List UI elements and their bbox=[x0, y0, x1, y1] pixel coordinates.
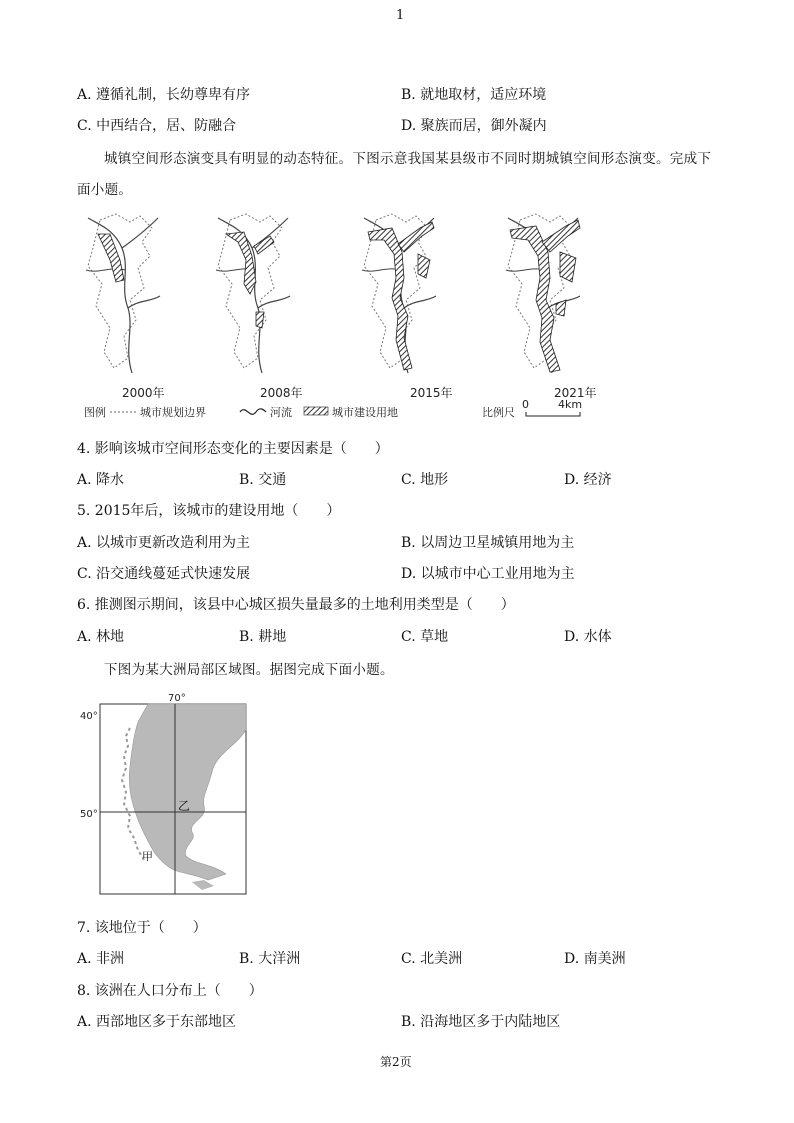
scale-value: 4km bbox=[558, 398, 583, 411]
map-2021 bbox=[506, 214, 580, 373]
q7-option-a: A. 非洲 bbox=[77, 951, 125, 967]
page-top-mark: 1 bbox=[396, 8, 405, 23]
prev-option-b: B. 就地取材，适应环境 bbox=[401, 87, 547, 103]
q5-option-b: B. 以周边卫星城镇用地为主 bbox=[401, 535, 575, 551]
lat-top-label: 40° bbox=[80, 711, 98, 722]
prev-option-a: A. 遵循礼制，长幼尊卑有序 bbox=[77, 87, 251, 103]
map-2015 bbox=[362, 214, 436, 373]
q6-option-a: A. 林地 bbox=[77, 629, 125, 645]
year-2000-label: 2000年 bbox=[122, 386, 165, 400]
intro1-line2: 面小题。 bbox=[77, 182, 133, 198]
q5-option-c: C. 沿交通线蔓延式快速发展 bbox=[77, 566, 251, 582]
region-map bbox=[76, 688, 248, 898]
label-jia: 甲 bbox=[142, 850, 153, 863]
q4-option-b: B. 交通 bbox=[239, 472, 287, 488]
year-2015-label: 2015年 bbox=[410, 386, 453, 400]
scale-label: 比例尺 bbox=[482, 406, 515, 419]
year-2021-label: 2021年 bbox=[554, 386, 597, 400]
q6-option-b: B. 耕地 bbox=[239, 629, 287, 645]
q7-option-c: C. 北美洲 bbox=[401, 951, 463, 967]
year-2008-label: 2008年 bbox=[260, 386, 303, 400]
q5-stem: 5. 2015年后，该城市的建设用地（ ） bbox=[77, 503, 341, 519]
q4-option-a: A. 降水 bbox=[77, 472, 125, 488]
lat-mid-label: 50° bbox=[80, 809, 98, 820]
q7-option-d: D. 南美洲 bbox=[564, 951, 626, 967]
legend-land-label: 城市建设用地 bbox=[332, 406, 398, 419]
q8-option-a: A. 西部地区多于东部地区 bbox=[77, 1014, 237, 1030]
scale-zero: 0 bbox=[522, 398, 529, 411]
lon-label: 70° bbox=[168, 693, 186, 704]
q6-option-c: C. 草地 bbox=[401, 629, 449, 645]
q7-stem: 7. 该地位于（ ） bbox=[77, 920, 207, 936]
q7-option-b: B. 大洋洲 bbox=[239, 951, 301, 967]
legend-title: 图例 bbox=[84, 406, 106, 419]
q6-stem: 6. 推测图示期间，该县中心城区损失量最多的土地利用类型是（ ） bbox=[77, 597, 515, 613]
page-footer: 第2页 bbox=[380, 1055, 412, 1069]
intro1-line1: 城镇空间形态演变具有明显的动态特征。下图示意我国某县级市不同时期城镇空间形态演变。完成下 bbox=[104, 151, 712, 167]
legend-boundary-label: 城市规划边界 bbox=[140, 406, 206, 419]
intro2-line1: 下图为某大洲局部区域图。据图完成下面小题。 bbox=[104, 662, 394, 678]
legend-river-symbol bbox=[240, 409, 266, 414]
map-2008 bbox=[216, 214, 290, 373]
q4-option-d: D. 经济 bbox=[564, 472, 612, 488]
legend-river-label: 河流 bbox=[270, 406, 292, 419]
prev-option-d: D. 聚族而居，御外凝内 bbox=[401, 118, 547, 134]
q8-option-b: B. 沿海地区多于内陆地区 bbox=[401, 1014, 561, 1030]
q5-option-d: D. 以城市中心工业用地为主 bbox=[401, 566, 575, 582]
q8-stem: 8. 该洲在人口分布上（ ） bbox=[77, 983, 263, 999]
q4-option-c: C. 地形 bbox=[401, 472, 449, 488]
q6-option-d: D. 水体 bbox=[564, 629, 612, 645]
legend-land-symbol bbox=[304, 407, 328, 415]
q4-stem: 4. 影响该城市空间形态变化的主要因素是（ ） bbox=[77, 441, 389, 457]
map-2000 bbox=[86, 214, 160, 373]
label-yi: 乙 bbox=[178, 799, 191, 813]
prev-option-c: C. 中西结合，居、防融合 bbox=[77, 118, 237, 134]
urban-evolution-figure bbox=[80, 200, 640, 424]
q5-option-a: A. 以城市更新改造利用为主 bbox=[77, 535, 251, 551]
scale-bar bbox=[526, 412, 580, 416]
